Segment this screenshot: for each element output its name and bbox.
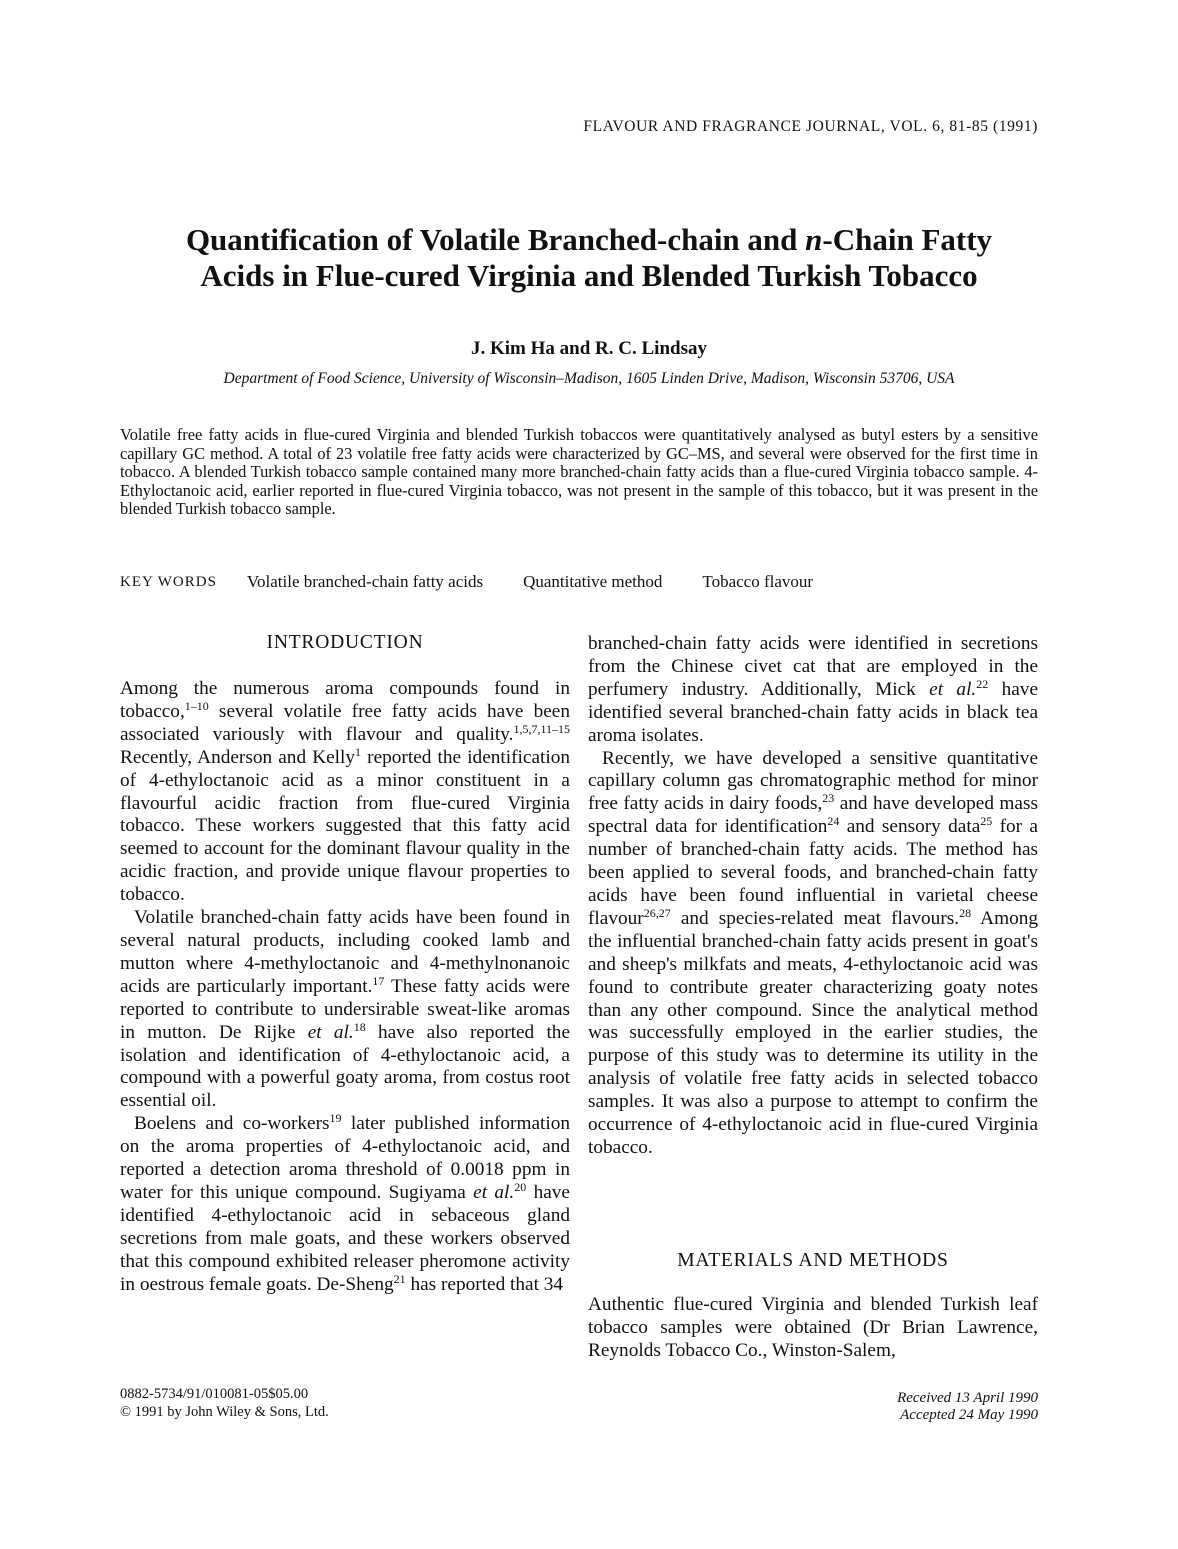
text-run: have identified 4-ethyloctanoic acid in sebaceous gland secretions from male goats, and these workers observed that this compound exhibited releaser pheromone activity in oestrous female goats. De-Sheng [120, 1181, 570, 1295]
text-run: later published information on the aroma properties of 4-ethyloctanoic acid, and reported a detection aroma threshold of 0.0018 ppm in water for this unique compound. Sugiyama [120, 1113, 570, 1203]
keyword: Tobacco flavour [702, 572, 814, 591]
citation-ref: 1,5,7,11–15 [513, 721, 570, 736]
footer-right [760, 1390, 1038, 1424]
paragraph [120, 678, 570, 907]
text-run: Authentic flue-cured Virginia and blended Turkish leaf tobacco samples were obtained (Dr Brian Lawrence, Reynolds Tobacco Co., Winston-Salem, [588, 1294, 1038, 1361]
accepted-date: Accepted 24 May 1990 [900, 1407, 1038, 1423]
paragraph [588, 633, 1038, 748]
paper-title [100, 222, 1078, 294]
section-heading-methods: MATERIALS AND METHODS [677, 1250, 949, 1271]
citation-ref: 20 [514, 1179, 527, 1194]
paragraph [588, 748, 1038, 1160]
footer-left [120, 1385, 329, 1421]
text-run: have identified several branched-chain fatty acids in black tea aroma isolates. [588, 678, 1038, 746]
section-heading-introduction: INTRODUCTION [266, 632, 424, 653]
affiliation: Department of Food Science, University of Wisconsin–Madison, 1605 Linden Drive, Madison, Wisconsin 53706, USA [223, 370, 955, 387]
text-run: Volatile branched-chain fatty acids have been found in several natural products, including cooked lamb and mutton where 4-methyloctanoic and 4-methylnonanoic acids are particularly important. [120, 907, 570, 997]
keywords [120, 572, 1038, 592]
text-run: has reported that 34 [405, 1273, 564, 1295]
citation-ref: 18 [353, 1019, 366, 1034]
paragraph [588, 1294, 1038, 1363]
keyword: Quantitative method [523, 572, 663, 591]
citation-ref: 22 [976, 676, 989, 691]
right-column-text [588, 633, 1038, 1160]
text-run: Among the numerous aroma compounds found in tobacco, [120, 678, 570, 722]
citation-ref: 24 [827, 814, 840, 829]
text-run: several volatile free fatty acids have been associated variously with flavour and quality. [120, 700, 570, 745]
text-run: Recently, we have developed a sensitive quantitative capillary column gas chromatographic method for minor free fatty acids in dairy foods, [588, 747, 1038, 815]
methods-text [588, 1294, 1038, 1363]
issn-code: 0882-5734/91/010081-05$05.00 [120, 1386, 309, 1402]
left-column-text [120, 678, 570, 1296]
text-run: reported the identification of 4-ethyloctanoic acid as a minor constituent in a flavourful acidic fraction from flue-cured Virginia tobacco. These workers suggested that this fatty acid seemed to account for the dominant flavour quality in the acidic fraction, and provide unique flavour properties to tobacco. [120, 746, 570, 906]
citation-ref: 28 [959, 905, 972, 920]
running-head: FLAVOUR AND FRAGRANCE JOURNAL, VOL. 6, 81-85 (1991) [583, 118, 1038, 135]
text-run: for a number of branched-chain fatty acids. The method has been applied to several foods, and branched-chain fatty acids have been found influential in varietal cheese flavour [588, 816, 1038, 929]
copyright: © 1991 by John Wiley & Sons, Ltd. [120, 1404, 329, 1420]
citation-ref: 25 [980, 814, 993, 829]
keyword: Volatile branched-chain fatty acids [246, 572, 484, 591]
italic-text: et al. [473, 1181, 515, 1203]
text-run: and species-related meat flavours. [670, 907, 960, 929]
citation-ref: 17 [372, 973, 385, 988]
citation-ref: 19 [329, 1111, 342, 1126]
italic-text: et al. [307, 1021, 354, 1043]
text-run: Boelens and co-workers [134, 1113, 330, 1135]
text-run: branched-chain fatty acids were identified in secretions from the Chinese civet cat that are employed in the perfumery industry. Additionally, Mick [588, 633, 1038, 700]
italic-text: et al. [929, 678, 977, 700]
citation-ref: 26,27 [643, 905, 671, 920]
title-text: -Chain Fatty [822, 222, 993, 257]
paragraph [120, 1113, 570, 1296]
text-run: and sensory data [839, 816, 981, 838]
authors: J. Kim Ha and R. C. Lindsay [471, 338, 707, 359]
paragraph [120, 907, 570, 1113]
received-date: Received 13 April 1990 [897, 1390, 1038, 1406]
title-text: Quantification of Volatile Branched-chain and [185, 222, 806, 257]
title-italic: n [805, 222, 823, 257]
text-run: have also reported the isolation and identification of 4-ethyloctanoic acid, a compound with a powerful goaty aroma, from costus root essential oil. [120, 1021, 570, 1112]
title-line-2: Acids in Flue-cured Virginia and Blended Turkish Tobacco [200, 258, 978, 293]
citation-ref: 1–10 [184, 698, 209, 713]
text-run: Among the influential branched-chain fatty acids present in goat's and sheep's milkfats and meats, 4-ethyloctanoic acid was found to contribute greater characterizing goaty notes than any other compound. Since the analytical method was successfully employed in the earlier studies, the purpose of this study was to determine its utility in the analysis of volatile free fatty acids in selected tobacco samples. It was also a purpose to attempt to confirm the occurrence of 4-ethyloctanoic acid in flue-cured Virginia tobacco. [588, 907, 1038, 1158]
keywords-label: KEY WORDS [120, 574, 217, 590]
title-line-1 [100, 222, 1078, 258]
text-run: These fatty acids were reported to contribute to undersirable sweat-like aromas in mutton. De Rijke [120, 975, 570, 1043]
text-run: Recently, Anderson and Kelly [120, 746, 356, 768]
text-run: and have developed mass spectral data for identification [588, 793, 1038, 838]
citation-ref: 23 [822, 791, 835, 806]
abstract: Volatile free fatty acids in flue-cured Virginia and blended Turkish tobaccos were quantitatively analysed as butyl esters by a sensitive capillary GC method. A total of 23 volatile free fatty acids were characterized by GC–MS, and several were observed for the first time in tobacco. A blended Turkish tobacco sample contained many more branched-chain fatty acids than a flue-cured Virginia tobacco sample. 4-Ethyloctanoic acid, earlier reported in flue-cured Virginia tobacco, was not present in the sample of this tobacco, but it was present in the blended Turkish tobacco sample. [120, 425, 1038, 519]
citation-ref: 21 [393, 1271, 406, 1286]
citation-ref: 1 [355, 744, 362, 759]
